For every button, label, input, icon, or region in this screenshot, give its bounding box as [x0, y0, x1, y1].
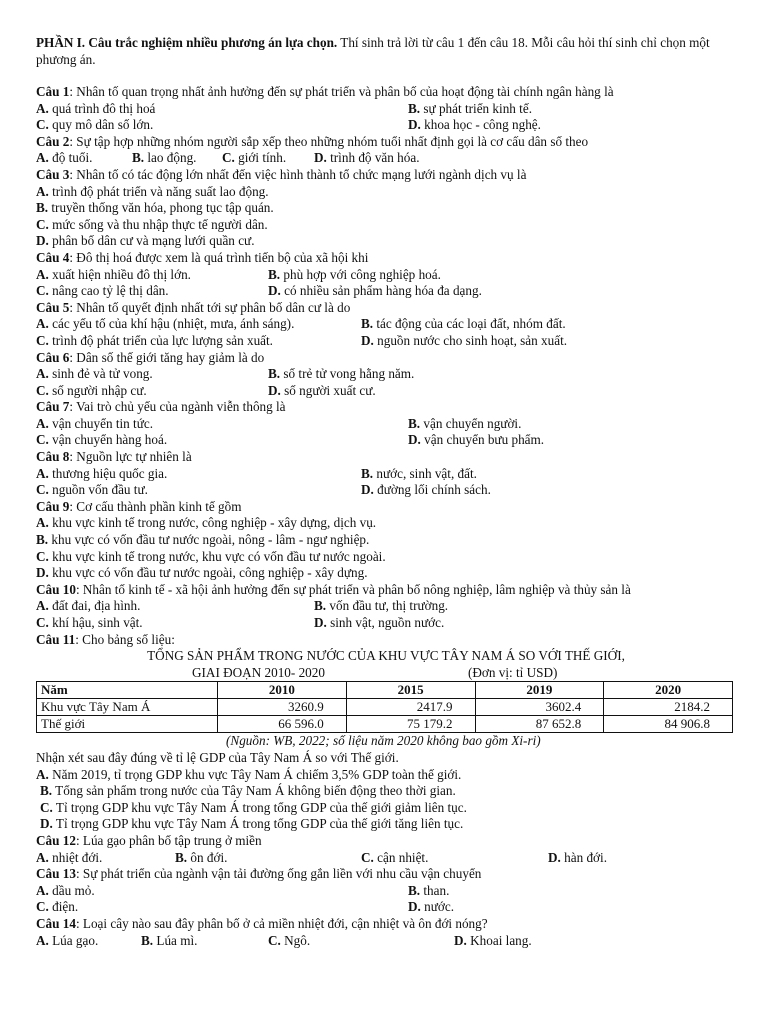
- question-text: : Sự phát triển của ngành vận tải đường ống gắn liền với nhu cầu vận chuyển: [75, 866, 482, 882]
- option-text: thương hiệu quốc gia.: [52, 465, 168, 481]
- option-b[interactable]: [408, 883, 449, 900]
- option-text: vận chuyển người.: [423, 415, 522, 431]
- option-a[interactable]: [36, 598, 140, 615]
- question-6-options-row-1: [36, 366, 736, 383]
- option-text: vận chuyển hàng hoá.: [52, 432, 168, 448]
- option-text: nâng cao tỷ lệ thị dân.: [52, 283, 169, 299]
- question-11-stem: [36, 632, 736, 649]
- option-letter: C.: [36, 332, 49, 348]
- option-letter: C.: [222, 150, 235, 166]
- question-number: Câu 2: [36, 133, 70, 149]
- option-letter: D.: [314, 150, 327, 166]
- option-text: số trẻ tử vong hằng năm.: [283, 366, 415, 382]
- option-text: sinh đẻ và tử vong.: [52, 366, 153, 382]
- option-letter: A.: [36, 849, 49, 865]
- option-c[interactable]: [36, 899, 78, 916]
- table-header: 2015: [346, 682, 475, 699]
- option-b[interactable]: [361, 316, 566, 333]
- question-number: Câu 13: [36, 866, 76, 882]
- option-a[interactable]: [36, 416, 153, 433]
- option-letter: B.: [36, 200, 49, 216]
- option-c[interactable]: [36, 432, 167, 449]
- table-cell: 75 179.2: [346, 716, 475, 733]
- option-b[interactable]: [314, 598, 448, 615]
- option-letter: B.: [361, 316, 374, 332]
- question-number: Câu 9: [36, 498, 70, 514]
- question-1-stem: [36, 84, 736, 101]
- option-c[interactable]: [36, 333, 273, 350]
- option-letter: C.: [36, 548, 49, 564]
- option-letter: A.: [36, 150, 49, 166]
- option-d[interactable]: [361, 333, 567, 350]
- question-number: Câu 14: [36, 915, 76, 931]
- option-c[interactable]: [36, 482, 148, 499]
- question-number: Câu 4: [36, 249, 70, 265]
- question-5-options-row-1: [36, 316, 736, 333]
- option-a[interactable]: [36, 515, 736, 532]
- option-b[interactable]: [36, 783, 736, 800]
- option-a[interactable]: [36, 466, 167, 483]
- option-letter: D.: [361, 332, 374, 348]
- question-6-stem: [36, 350, 736, 367]
- option-letter: B.: [408, 100, 421, 116]
- table-header-row: [37, 682, 733, 699]
- option-d[interactable]: [408, 899, 454, 916]
- option-letter: D.: [408, 899, 421, 915]
- option-c[interactable]: [36, 549, 736, 566]
- option-b[interactable]: [361, 466, 477, 483]
- option-letter: B.: [40, 783, 53, 799]
- question-text: : Nhân tố có tác động lớn nhất đến việc hình thành tổ chức mạng lưới ngành dịch vụ là: [69, 166, 527, 182]
- option-text: đất đai, địa hình.: [52, 598, 141, 614]
- option-a[interactable]: [36, 184, 736, 201]
- option-c[interactable]: [36, 217, 736, 234]
- option-a[interactable]: [36, 267, 191, 284]
- question-7-options-row-1: [36, 416, 736, 433]
- table-cell: 87 652.8: [475, 716, 604, 733]
- question-text: : Sự tập hợp những nhóm người sắp xếp theo những nhóm tuổi nhất định gọi là cơ cấu dân số theo: [69, 133, 589, 149]
- option-letter: A.: [36, 515, 49, 531]
- option-text: khí hậu, sinh vật.: [52, 615, 143, 630]
- question-number: Câu 3: [36, 166, 70, 182]
- option-b[interactable]: [36, 532, 736, 549]
- option-text: các yếu tố của khí hậu (nhiệt, mưa, ánh sáng).: [52, 316, 295, 332]
- option-c[interactable]: [36, 283, 169, 300]
- option-letter: B.: [268, 266, 281, 282]
- option-letter: C.: [36, 899, 49, 915]
- option-letter: C.: [36, 432, 49, 448]
- option-letter: B.: [408, 415, 421, 431]
- question-text: : Dân số thế giới tăng hay giảm là do: [69, 349, 265, 365]
- question-text: : Nhân tố quan trọng nhất ảnh hưởng đến sự phát triển và phân bố của hoạt động tài chính ngân hàng là: [69, 84, 614, 99]
- question-8-stem: [36, 449, 736, 466]
- option-b[interactable]: [268, 267, 441, 284]
- option-text: ôn đới.: [190, 849, 228, 865]
- option-text: trình độ phát triển của lực lượng sản xuất.: [52, 332, 273, 348]
- section-intro: [36, 35, 736, 68]
- question-6-options-row-2: [36, 383, 736, 400]
- option-b[interactable]: [175, 850, 227, 867]
- option-text: quy mô dân số lớn.: [52, 117, 154, 133]
- table-cell: 2417.9: [346, 699, 475, 716]
- question-text: : Đô thị hoá được xem là quá trình tiến bộ của xã hội khi: [69, 249, 369, 265]
- option-c[interactable]: [36, 383, 147, 400]
- option-d[interactable]: [361, 482, 491, 499]
- question-text: : Nhân tố quyết định nhất tới sự phân bố dân cư là do: [69, 299, 351, 315]
- question-number: Câu 12: [36, 832, 76, 848]
- option-a[interactable]: [36, 933, 98, 950]
- option-a[interactable]: [36, 150, 92, 167]
- option-letter: C.: [36, 283, 49, 299]
- option-text: hàn đới.: [564, 849, 607, 865]
- question-4-stem: [36, 250, 736, 267]
- option-letter: A.: [36, 415, 49, 431]
- question-number: Câu 7: [36, 399, 70, 415]
- option-text: vận chuyển bưu phẩm.: [424, 432, 545, 448]
- option-letter: C.: [36, 216, 49, 232]
- option-d[interactable]: [314, 150, 420, 167]
- option-letter: C.: [268, 932, 281, 948]
- option-text: nước, sinh vật, đất.: [376, 465, 477, 481]
- question-2-options-row: [36, 150, 736, 167]
- option-letter: C.: [36, 482, 49, 498]
- option-text: Ngô.: [284, 932, 311, 948]
- option-c[interactable]: [222, 150, 286, 167]
- question-text: : Cho bảng số liệu:: [75, 631, 175, 647]
- option-letter: B.: [408, 882, 421, 898]
- option-d[interactable]: [268, 383, 376, 400]
- option-letter: D.: [548, 849, 561, 865]
- option-a[interactable]: [36, 767, 736, 784]
- option-letter: D.: [36, 565, 49, 581]
- option-b[interactable]: [132, 150, 196, 167]
- question-5-options-row-2: [36, 333, 736, 350]
- question-1-options-row-1: [36, 101, 736, 118]
- question-14-options-row: [36, 933, 736, 950]
- option-text: khu vực có vốn đầu tư nước ngoài, nông - lâm - ngư nghiệp.: [51, 532, 370, 548]
- option-letter: A.: [36, 932, 49, 948]
- option-d[interactable]: [36, 233, 736, 250]
- option-text: tác động của các loại đất, nhóm đất.: [376, 316, 566, 332]
- option-text: trình độ văn hóa.: [330, 150, 420, 166]
- question-number: Câu 11: [36, 631, 76, 647]
- option-text: số người xuất cư.: [284, 382, 376, 398]
- option-text: Tổng sản phẩm trong nước của Tây Nam Á không biến động theo thời gian.: [55, 783, 456, 799]
- table-unit: (Đơn vị: tỉ USD): [468, 664, 558, 680]
- question-12-options-row: [36, 850, 736, 867]
- option-text: sự phát triển kinh tế.: [423, 100, 532, 116]
- option-text: khu vực kinh tế trong nước, khu vực có vốn đầu tư nước ngoài.: [52, 548, 386, 564]
- option-letter: D.: [40, 816, 53, 832]
- option-text: vốn đầu tư, thị trường.: [329, 598, 449, 614]
- question-10-stem: [36, 582, 736, 599]
- question-14-stem: [36, 916, 736, 933]
- option-text: giới tính.: [238, 150, 287, 166]
- gdp-table: [36, 681, 733, 733]
- question-text: : Cơ cấu thành phần kinh tế gồm: [69, 498, 242, 514]
- table-header: 2010: [218, 682, 347, 699]
- section-instructions: Thí sinh trả lời từ câu 1 đến câu 18. Mỗi câu hỏi thí sinh chỉ chọn một phương án.: [36, 35, 710, 67]
- option-c[interactable]: [36, 615, 143, 632]
- option-letter: B.: [132, 150, 145, 166]
- question-5-stem: [36, 300, 736, 317]
- question-text: : Lúa gạo phân bố tập trung ở miền: [75, 832, 262, 848]
- question-number: Câu 8: [36, 449, 70, 465]
- option-a[interactable]: [36, 316, 294, 333]
- option-letter: D.: [268, 382, 281, 398]
- question-number: Câu 1: [36, 84, 70, 99]
- table-cell: 3260.9: [218, 699, 347, 716]
- table-subtitle-row: [36, 665, 736, 682]
- option-text: có nhiều sản phẩm hàng hóa đa dạng.: [284, 283, 482, 299]
- option-letter: A.: [36, 766, 49, 782]
- option-d[interactable]: [314, 615, 444, 632]
- option-b[interactable]: [408, 416, 521, 433]
- option-d[interactable]: [454, 933, 532, 950]
- table-source: (Nguồn: WB, 2022; số liệu năm 2020 không bao gồm Xi-ri): [226, 733, 541, 749]
- table-cell: 3602.4: [475, 699, 604, 716]
- option-letter: A.: [36, 598, 49, 614]
- table-row: [37, 699, 733, 716]
- section-label: PHẦN I. Câu trắc nghiệm nhiều phương án lựa chọn.: [36, 35, 338, 50]
- option-letter: D.: [454, 932, 467, 948]
- option-b[interactable]: [268, 366, 414, 383]
- option-text: độ tuổi.: [52, 150, 93, 166]
- table-period: GIAI ĐOẠN 2010- 2020: [192, 664, 325, 680]
- option-letter: A.: [36, 100, 49, 116]
- table-cell: 84 906.8: [604, 716, 733, 733]
- table-cell: 2184.2: [604, 699, 733, 716]
- option-text: vận chuyển tin tức.: [52, 415, 154, 431]
- option-text: sinh vật, nguồn nước.: [330, 615, 445, 630]
- table-title: TỔNG SẢN PHẨM TRONG NƯỚC CỦA KHU VỰC TÂY NAM Á SO VỚI THẾ GIỚI,: [147, 648, 625, 664]
- option-text: điện.: [52, 899, 79, 915]
- question-3-stem: [36, 167, 736, 184]
- option-b[interactable]: [36, 200, 736, 217]
- question-number: Câu 5: [36, 299, 70, 315]
- option-text: khoa học - công nghệ.: [424, 117, 541, 133]
- table-header: 2019: [475, 682, 604, 699]
- option-letter: B.: [141, 932, 154, 948]
- option-letter: D.: [268, 283, 281, 299]
- option-d[interactable]: [36, 816, 736, 833]
- option-text: cận nhiệt.: [377, 849, 429, 865]
- option-letter: B.: [268, 366, 281, 382]
- question-text: : Nguồn lực tự nhiên là: [69, 449, 192, 465]
- option-d[interactable]: [268, 283, 482, 300]
- option-c[interactable]: [361, 850, 428, 867]
- question-10-options-row-1: [36, 598, 736, 615]
- question-13-stem: [36, 866, 736, 883]
- table-header: 2020: [604, 682, 733, 699]
- option-b[interactable]: [408, 101, 532, 118]
- question-text: : Loại cây nào sau đây phân bố ở cả miền nhiệt đới, cận nhiệt và ôn đới nóng?: [75, 915, 488, 931]
- option-a[interactable]: [36, 366, 153, 383]
- option-letter: D.: [408, 117, 421, 133]
- question-2-stem: [36, 134, 736, 151]
- option-text: số người nhập cư.: [52, 382, 147, 398]
- question-7-stem: [36, 399, 736, 416]
- option-d[interactable]: [408, 432, 544, 449]
- option-b[interactable]: [141, 933, 197, 950]
- option-text: phân bố dân cư và mạng lưới quần cư.: [52, 233, 255, 249]
- question-1-options-row-2: [36, 117, 736, 134]
- option-text: phù hợp với công nghiệp hoá.: [283, 266, 441, 282]
- option-text: Lúa gạo.: [52, 932, 99, 948]
- option-text: Lúa mì.: [156, 932, 198, 948]
- option-letter: A.: [36, 266, 49, 282]
- option-text: nhiệt đới.: [52, 849, 103, 865]
- option-letter: A.: [36, 465, 49, 481]
- option-d[interactable]: [548, 850, 607, 867]
- question-13-options-row-2: [36, 899, 736, 916]
- question-9-stem: [36, 499, 736, 516]
- option-text: than.: [423, 882, 450, 898]
- option-text: Tỉ trọng GDP khu vực Tây Nam Á trong tổng GDP của thế giới giảm liên tục.: [55, 799, 467, 815]
- option-text: quá trình đô thị hoá: [52, 100, 156, 116]
- option-text: đường lối chính sách.: [377, 482, 491, 498]
- option-letter: A.: [36, 882, 49, 898]
- option-text: lao động.: [147, 150, 197, 166]
- option-c[interactable]: [268, 933, 310, 950]
- question-4-options-row-2: [36, 283, 736, 300]
- question-11-prompt: Nhận xét sau đây đúng về tỉ lệ GDP của Tây Nam Á so với Thế giới.: [36, 749, 399, 765]
- option-text: Tỉ trọng GDP khu vực Tây Nam Á trong tổng GDP của thế giới tăng liên tục.: [55, 816, 464, 832]
- option-a[interactable]: [36, 883, 95, 900]
- option-text: mức sống và thu nhập thực tế người dân.: [52, 216, 268, 232]
- question-4-options-row-1: [36, 267, 736, 284]
- question-13-options-row-1: [36, 883, 736, 900]
- option-a[interactable]: [36, 850, 102, 867]
- option-text: nước.: [424, 899, 454, 915]
- questions: [36, 84, 736, 949]
- option-text: khu vực kinh tế trong nước, công nghiệp - xây dựng, dịch vụ.: [52, 515, 377, 531]
- option-d[interactable]: [408, 117, 541, 134]
- table-row: [37, 716, 733, 733]
- option-letter: A.: [36, 366, 49, 382]
- question-number: Câu 10: [36, 581, 76, 597]
- option-c[interactable]: [36, 117, 153, 134]
- option-letter: C.: [36, 117, 49, 133]
- table-header: Năm: [37, 682, 218, 699]
- option-text: nguồn vốn đầu tư.: [52, 482, 148, 498]
- option-text: trình độ phát triển và năng suất lao động.: [52, 183, 269, 199]
- option-letter: B.: [175, 849, 188, 865]
- option-letter: C.: [36, 382, 49, 398]
- option-text: truyền thống văn hóa, phong tục tập quán.: [51, 200, 274, 216]
- option-letter: C.: [36, 615, 49, 630]
- question-8-options-row-2: [36, 482, 736, 499]
- option-text: khu vực có vốn đầu tư nước ngoài, công nghiệp - xây dựng.: [52, 565, 368, 581]
- question-text: : Vai trò chủ yếu của ngành viễn thông là: [69, 399, 286, 415]
- option-letter: D.: [36, 233, 49, 249]
- question-number: Câu 6: [36, 349, 70, 365]
- question-12-stem: [36, 833, 736, 850]
- option-d[interactable]: [36, 565, 736, 582]
- option-letter: D.: [408, 432, 421, 448]
- option-text: nguồn nước cho sinh hoạt, sản xuất.: [377, 332, 568, 348]
- option-letter: C.: [40, 799, 53, 815]
- option-text: Năm 2019, tỉ trọng GDP khu vực Tây Nam Á chiếm 3,5% GDP toàn thế giới.: [52, 766, 462, 782]
- question-text: : Nhân tố kinh tế - xã hội ảnh hưởng đến sự phát triển và phân bố nông nghiệp, lâm nghiệp và thủy sản là: [75, 581, 631, 597]
- question-7-options-row-2: [36, 432, 736, 449]
- option-letter: C.: [361, 849, 374, 865]
- option-letter: D.: [361, 482, 374, 498]
- option-text: dầu mỏ.: [52, 882, 95, 898]
- option-letter: B.: [314, 598, 327, 614]
- option-letter: B.: [361, 465, 374, 481]
- option-text: Khoai lang.: [470, 932, 532, 948]
- question-10-options-row-2: [36, 615, 736, 632]
- option-a[interactable]: [36, 101, 155, 118]
- option-letter: D.: [314, 615, 327, 630]
- option-text: xuất hiện nhiều đô thị lớn.: [52, 266, 191, 282]
- option-c[interactable]: [36, 800, 736, 817]
- option-letter: A.: [36, 316, 49, 332]
- option-letter: A.: [36, 183, 49, 199]
- question-8-options-row-1: [36, 466, 736, 483]
- table-cell: 66 596.0: [218, 716, 347, 733]
- option-letter: B.: [36, 532, 49, 548]
- table-cell: Khu vực Tây Nam Á: [37, 699, 218, 716]
- table-cell: Thế giới: [37, 716, 218, 733]
